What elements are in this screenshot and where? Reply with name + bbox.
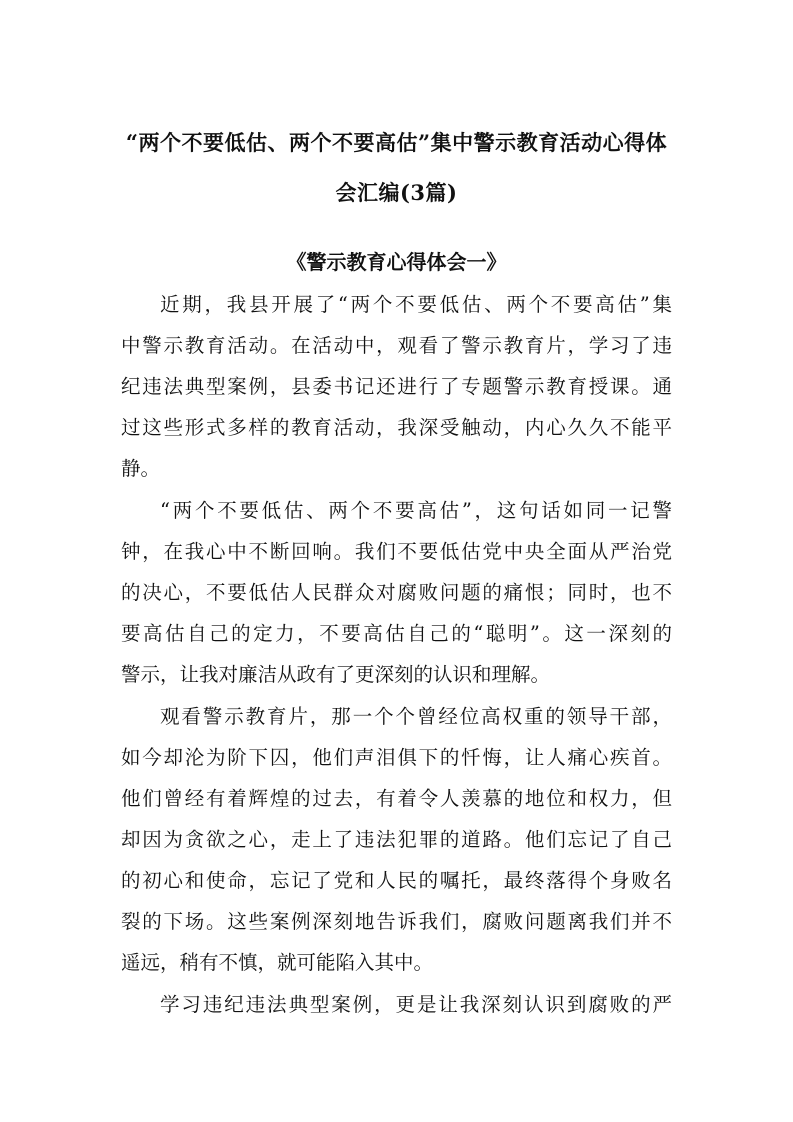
body-line: 警示，让我对廉洁从政有了更深刻的认识和理解。 [121, 663, 551, 686]
body-line: 如今却沦为阶下囚，他们声泪俱下的忏悔，让人痛心疾首。 [121, 746, 672, 769]
body-line: 近期，我县开展了“两个不要低估、两个不要高估”集 [160, 293, 672, 316]
body-line: 中警示教育活动。在活动中，观看了警示教育片，学习了违 [121, 334, 672, 357]
body-line: 静。 [121, 457, 161, 480]
body-line: 观看警示教育片，那一个个曾经位高权重的领导干部， [160, 705, 672, 728]
body-line: 遥远，稍有不慎，就可能陷入其中。 [121, 951, 434, 974]
body-line: 过这些形式多样的教育活动，我深受触动，内心久久不能平 [121, 416, 672, 439]
body-line: 的初心和使命，忘记了党和人民的嘱托，最终落得个身败名 [121, 869, 672, 892]
body-line: 要高估自己的定力，不要高估自己的“聪明”。这一深刻的 [121, 622, 672, 645]
body-line: 裂的下场。这些案例深刻地告诉我们，腐败问题离我们并不 [121, 910, 672, 933]
body-line: 学习违纪违法典型案例，更是让我深刻认识到腐败的严 [160, 993, 672, 1016]
body-line: 他们曾经有着辉煌的过去，有着令人羡慕的地位和权力，但 [121, 787, 672, 810]
document-title-line-1: “两个不要低估、两个不要高估”集中警示教育活动心得体 [125, 130, 668, 155]
body-line: 却因为贪欲之心，走上了违法犯罪的道路。他们忘记了自己 [121, 828, 672, 851]
section-title: 《警示教育心得体会一》 [286, 250, 507, 274]
document-title-line-2: 会汇编(3篇) [335, 180, 458, 205]
body-line: 钟，在我心中不断回响。我们不要低估党中央全面从严治党 [121, 540, 672, 563]
body-line: 的决心，不要低估人民群众对腐败问题的痛恨；同时，也不 [121, 581, 672, 604]
body-line: “两个不要低估、两个不要高估”，这句话如同一记警 [160, 499, 672, 522]
body-line: 纪违法典型案例，县委书记还进行了专题警示教育授课。通 [121, 375, 672, 398]
